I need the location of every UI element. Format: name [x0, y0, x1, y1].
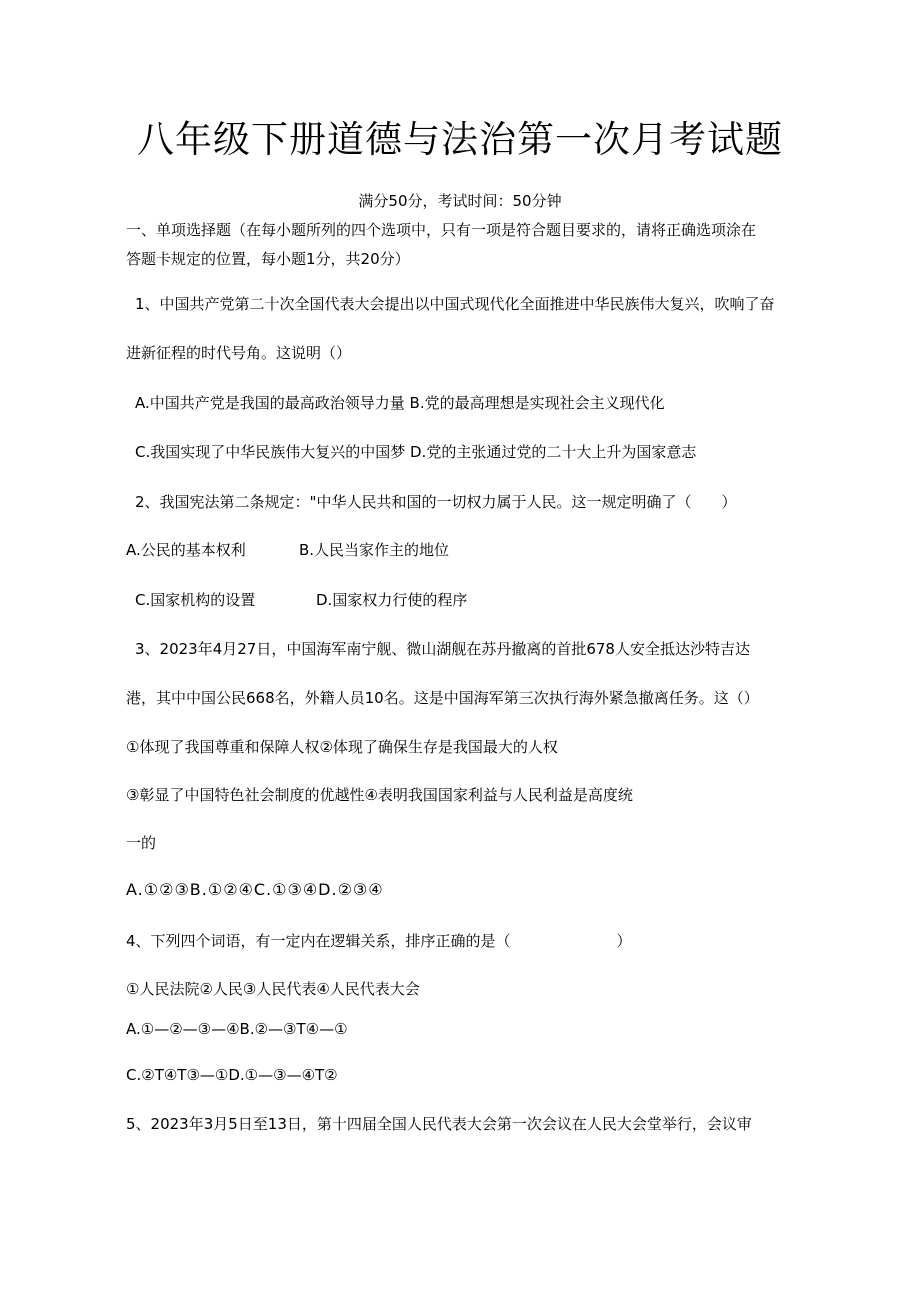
q3-items-line-2: ③彰显了中国特色社会制度的优越性④表明我国国家利益与人民利益是高度统: [126, 786, 633, 804]
q1-options-line-1: A.中国共产党是我国的最高政治领导力量 B.党的最高理想是实现社会主义现代化: [135, 394, 665, 412]
q4-stem-text: 4、下列四个词语，有一定内在逻辑关系，排序正确的是（: [126, 932, 511, 950]
q2-option-b: B.人民当家作主的地位: [299, 541, 450, 559]
q4-options-line-2: C.②T④T③—①D.①—③—④T②: [126, 1066, 338, 1084]
q3-items-line-1: ①体现了我国尊重和保障人权②体现了确保生存是我国最大的人权: [126, 738, 558, 756]
section-instruction-line-2: 答题卡规定的位置，每小题1分，共20分）: [126, 250, 410, 268]
q3-items-line-3: 一的: [126, 834, 157, 852]
q2-option-d: D.国家权力行使的程序: [316, 591, 468, 609]
q1-stem-line-1: 1、中国共产党第二十次全国代表大会提出以中国式现代化全面推进中华民族伟大复兴，吹响了奋: [135, 295, 775, 313]
exam-meta: 满分50分，考试时间：50分钟: [358, 192, 562, 210]
q4-items: ①人民法院②人民③人民代表④人民代表大会: [126, 980, 420, 998]
q4-stem-close: ）: [616, 932, 632, 950]
q1-options-line-2: C.我国实现了中华民族伟大复兴的中国梦 D.党的主张通过党的二十大上升为国家意志: [135, 443, 697, 461]
exam-title: 八年级下册道德与法治第一次月考试题: [137, 118, 783, 161]
q2-option-c: C.国家机构的设置: [135, 591, 256, 609]
q3-stem-line-1: 3、2023年4月27日，中国海军南宁舰、微山湖舰在苏丹撤离的首批678人安全抵达沙特吉达: [135, 640, 750, 658]
q5-stem-line-1: 5、2023年3月5日至13日，第十四届全国人民代表大会第一次会议在人民大会堂举行，会议审: [126, 1115, 752, 1133]
section-instruction-line-1: 一、单项选择题（在每小题所列的四个选项中，只有一项是符合题目要求的，请将正确选项涂在: [126, 221, 757, 239]
q3-stem-line-2: 港，其中中国公民668名，外籍人员10名。这是中国海军第三次执行海外紧急撤离任务。这（）: [126, 689, 759, 707]
q2-stem: 2、我国宪法第二条规定："中华人民共和国的一切权力属于人民。这一规定明确了（ ）: [135, 493, 737, 511]
q4-stem: [126, 930, 632, 952]
q1-stem-line-2: 进新征程的时代号角。这说明（）: [126, 344, 352, 362]
q4-options-line-1: A.①—②—③—④B.②—③T④—①: [126, 1020, 348, 1038]
q2-option-a: A.公民的基本权利: [126, 541, 246, 559]
q3-options: A.①②③B.①②④C.①③④D.②③④: [126, 880, 384, 899]
